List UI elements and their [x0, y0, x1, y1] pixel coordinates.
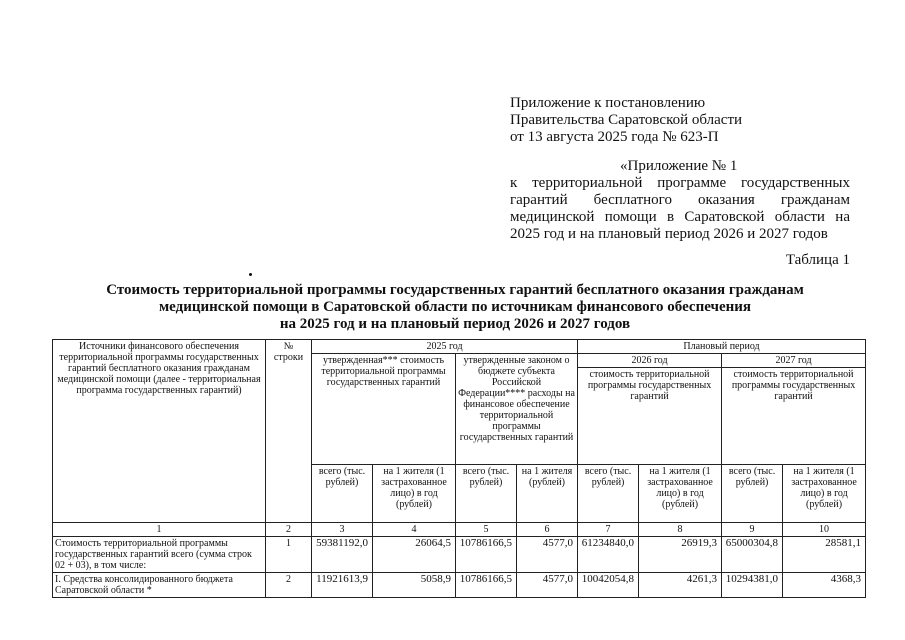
header-cost-2027: стоимость территориальной программы государственных гарантий	[722, 368, 866, 465]
appendix-line-1: Приложение к постановлению	[510, 95, 706, 111]
header-2025: 2025 год	[312, 340, 578, 354]
column-number: 1	[53, 523, 266, 537]
header-approved-cost: утвержденная*** стоимость территориальной программы государственных гарантий	[312, 354, 456, 465]
header-per-capita: на 1 жителя (1 застрахованное лицо) в год (рублей)	[783, 465, 866, 523]
table-row	[53, 537, 866, 573]
cell-value: 4261,3	[639, 573, 722, 598]
cell-value: 10786166,5	[456, 573, 517, 598]
header-plan-period: Плановый период	[578, 340, 866, 354]
header-row-number: № строки	[266, 340, 312, 523]
column-number-row	[53, 523, 866, 537]
header-2027: 2027 год	[722, 354, 866, 368]
row-label: I. Средства консолидированного бюджета Саратовской области *	[53, 573, 266, 598]
column-number: 10	[783, 523, 866, 537]
title-line-2: медицинской помощи в Саратовской области по источникам финансового обеспечения	[158, 299, 752, 315]
header-per-capita: на 1 жителя (1 застрахованное лицо) в год (рублей)	[639, 465, 722, 523]
cell-value: 10294381,0	[722, 573, 783, 598]
header-2026: 2026 год	[578, 354, 722, 368]
header-per-capita-short: на 1 жителя (рублей)	[517, 465, 578, 523]
cell-value: 59381192,0	[312, 537, 373, 573]
cell-value: 11921613,9	[312, 573, 373, 598]
cell-value: 4577,0	[517, 537, 578, 573]
row-label: Стоимость территориальной программы государственных гарантий всего (сумма строк 02 + 03), в том числе:	[53, 537, 266, 573]
column-number: 6	[517, 523, 578, 537]
decorative-dot	[249, 273, 252, 276]
row-number: 2	[266, 573, 312, 598]
column-number: 8	[639, 523, 722, 537]
table-label: Таблица 1	[785, 252, 850, 268]
table-row	[53, 573, 866, 598]
column-number: 3	[312, 523, 373, 537]
header-law-expenses: утвержденные законом о бюджете субъекта Российской Федерации**** расходы на финансовое обеспечение территориальной программы государственных гарантий	[456, 354, 578, 465]
header-total: всего (тыс. рублей)	[456, 465, 517, 523]
header-total: всего (тыс. рублей)	[722, 465, 783, 523]
cell-value: 4577,0	[517, 573, 578, 598]
page-title	[60, 282, 850, 333]
cell-value: 10786166,5	[456, 537, 517, 573]
column-number: 5	[456, 523, 517, 537]
column-number: 4	[373, 523, 456, 537]
title-line-3: на 2025 год и на плановый период 2026 и 2027 годов	[279, 316, 631, 332]
header-cost-2026: стоимость территориальной программы государственных гарантий	[578, 368, 722, 465]
appendix-number: «Приложение № 1	[620, 158, 738, 174]
appendix-reference	[510, 158, 850, 243]
cell-value: 4368,3	[783, 573, 866, 598]
appendix-description: к территориальной программе государственных гарантий бесплатного оказания гражданам медицинской помощи в Саратовской области на 2025 год и на плановый период 2026 и 2027 годов	[510, 175, 850, 242]
cell-value: 10042054,8	[578, 573, 639, 598]
column-number: 2	[266, 523, 312, 537]
appendix-line-3: от 13 августа 2025 года № 623-П	[510, 129, 719, 145]
column-number: 9	[722, 523, 783, 537]
appendix-header	[510, 95, 850, 146]
column-number: 7	[578, 523, 639, 537]
header-total: всего (тыс. рублей)	[578, 465, 639, 523]
cell-value: 5058,9	[373, 573, 456, 598]
cell-value: 28581,1	[783, 537, 866, 573]
row-number: 1	[266, 537, 312, 573]
cell-value: 26064,5	[373, 537, 456, 573]
header-source: Источники финансового обеспечения территориальной программы государственных гарантий бесплатного оказания гражданам медицинской помощи (далее - территориальная программа государственных гарантий)	[53, 340, 266, 523]
header-total: всего (тыс. рублей)	[312, 465, 373, 523]
cell-value: 65000304,8	[722, 537, 783, 573]
header-per-capita: на 1 жителя (1 застрахованное лицо) в год (рублей)	[373, 465, 456, 523]
cell-value: 26919,3	[639, 537, 722, 573]
title-line-1: Стоимость территориальной программы государственных гарантий бесплатного оказания гражданам	[106, 282, 804, 298]
cell-value: 61234840,0	[578, 537, 639, 573]
appendix-line-2: Правительства Саратовской области	[510, 112, 743, 128]
cost-table	[52, 339, 866, 598]
